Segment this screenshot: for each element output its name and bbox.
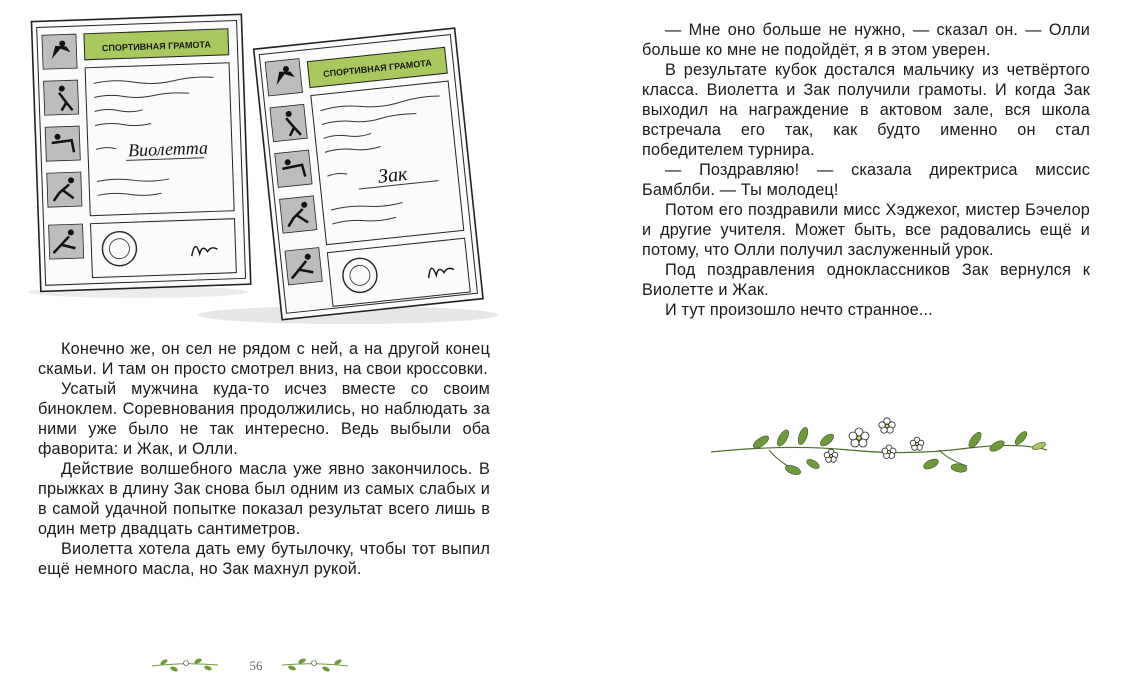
page-number: 56: [249, 658, 263, 673]
paragraph: Под поздравления одноклассников Зак вернулся к Виолетте и Жак.: [642, 261, 1090, 299]
certificate-heading: СПОРТИВНАЯ ГРАМОТА: [322, 57, 433, 80]
paragraph: Потом его поздравили мисс Хэджехог, мистер Бэчелор и другие учителя. Может быть, все радовались ещё и потому, что Олли получил заслуженный урок.: [642, 201, 1090, 259]
page-footer: [150, 654, 360, 678]
flower-vine-divider-icon: [709, 410, 1049, 490]
paragraph: — Поздравляю! — сказала директриса миссис Бамблби. — Ты молодец!: [642, 161, 1090, 199]
vine-ornament-icon: [150, 656, 220, 674]
certificate-name: Зак: [376, 162, 409, 188]
right-page: [564, 0, 1128, 689]
paragraph: Усатый мужчина куда-то исчез вместе со своим биноклем. Соревнования продолжились, но наблюдать за ними уже было не так интересно. Ведь выбыли оба фаворита: и Жак, и Олли.: [38, 380, 490, 458]
paragraph: И тут произошло нечто странное...: [665, 301, 933, 319]
right-page-text: [642, 20, 1090, 320]
left-page-text: [38, 339, 490, 579]
certificate-violetta: [31, 14, 250, 291]
paragraph: Действие волшебного масла уже явно закончилось. В прыжках в длину Зак снова был одним из самых слабых и в самой удачной попытке показал результат всего лишь в один метр двадцать сантиметров.: [38, 460, 490, 538]
certificate-heading: СПОРТИВНАЯ ГРАМОТА: [101, 39, 212, 54]
paragraph: В результате кубок достался мальчику из четвёртого класса. Виолетта и Зак получили грамоты. И когда Зак выходил на награждение в актовом зале, вся школа встречала его так, как будто именно он стал победителем турнира.: [642, 61, 1090, 159]
certificate-name: Виолетта: [127, 137, 209, 161]
paragraph: — Мне оно больше не нужно, — сказал он. — Олли больше ко мне не подойдёт, я в этом уверен.: [642, 21, 1090, 59]
paragraph: Виолетта хотела дать ему бутылочку, чтобы тот выпил ещё немного масла, но Зак махнул рукой.: [38, 540, 490, 578]
athlete-icons: [42, 34, 84, 259]
paragraph: Конечно же, он сел не рядом с ней, а на другой конец скамьи. И там он просто смотрел вниз, на свои кроссовки.: [38, 340, 490, 378]
vine-ornament-icon: [280, 656, 350, 674]
certificate-zak: [254, 28, 483, 320]
certificates-illustration: [28, 10, 528, 330]
